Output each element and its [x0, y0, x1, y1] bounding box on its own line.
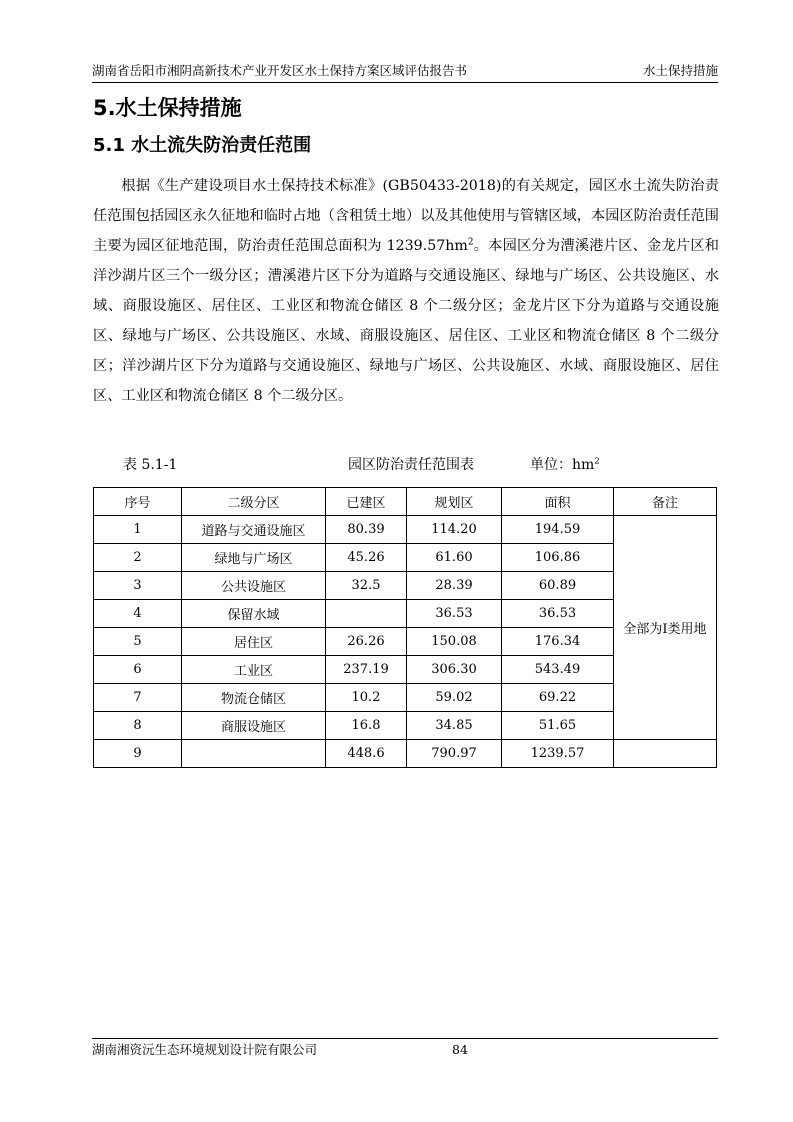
- cell-area: 51.65: [502, 712, 614, 740]
- cell-index: 6: [94, 656, 182, 684]
- paragraph-text-a: 根据《生产建设项目水土保持技术标准》(GB50433-2018)的有关规定，园区水土流失防治责任范围包括园区永久征地和临时占地（含租赁土地）以及其他使用与管辖区域，本园区防治责任范围主要为园区征地范围，防治责任范围总面积为 1239.57hm: [93, 178, 719, 254]
- cell-area: 60.89: [502, 572, 614, 600]
- cell-remarks: 全部为Ⅰ类用地: [614, 516, 717, 740]
- table-unit-superscript: 2: [594, 456, 600, 467]
- cell-area: 106.86: [502, 544, 614, 572]
- table-unit-text: 单位：hm: [530, 457, 595, 473]
- cell-planned: 59.02: [407, 684, 502, 712]
- cell-built: 10.2: [326, 684, 407, 712]
- cell-index: 4: [94, 600, 182, 628]
- cell-area: 36.53: [502, 600, 614, 628]
- page-header: [92, 60, 718, 83]
- paragraph-text-b: 。本园区分为漕溪港片区、金龙片区和洋沙湖片区三个一级分区；漕溪港片区下分为道路与交通设施区、绿地与广场区、公共设施区、水域、商服设施区、居住区、工业区和物流仓储区 8 个二级分区；金龙片区下分为道路与交通设施区、绿地与广场区、公共设施区、水域、商服设施区、居住区、工业区和物流仓储区 8 个二级分区；洋沙湖片区下分为道路与交通设施区、绿地与广场区、公共设施区、水域、商服设施区、居住区、工业区和物流仓储区 8 个二级分区。: [93, 238, 719, 404]
- cell-area: 176.34: [502, 628, 614, 656]
- chapter-title: 5.水土保持措施: [93, 96, 242, 120]
- cell-index: 8: [94, 712, 182, 740]
- cell-planned-total: 790.97: [407, 740, 502, 768]
- cell-subzone: 商服设施区: [182, 712, 326, 740]
- cell-subzone: 物流仓储区: [182, 684, 326, 712]
- col-header-built: 已建区: [326, 488, 407, 516]
- cell-subzone: 保留水域: [182, 600, 326, 628]
- table-caption: [93, 452, 719, 478]
- table-header-row: [94, 488, 717, 516]
- cell-planned: 28.39: [407, 572, 502, 600]
- cell-area: 69.22: [502, 684, 614, 712]
- cell-planned: 114.20: [407, 516, 502, 544]
- cell-planned: 61.60: [407, 544, 502, 572]
- header-section-title: 水土保持措施: [642, 63, 718, 78]
- cell-subzone: [182, 740, 326, 768]
- cell-built: 237.19: [326, 656, 407, 684]
- body-paragraph: [93, 171, 719, 411]
- col-header-planned: 规划区: [407, 488, 502, 516]
- table-title: 园区防治责任范围表: [348, 457, 474, 473]
- header-doc-title: 湖南省岳阳市湘阴高新技术产业开发区水土保持方案区域评估报告书: [92, 63, 468, 78]
- table-unit: [530, 452, 600, 478]
- cell-subzone: 绿地与广场区: [182, 544, 326, 572]
- section-heading: 5.1 水土流失防治责任范围: [93, 135, 312, 156]
- cell-built: 32.5: [326, 572, 407, 600]
- col-header-index: 序号: [94, 488, 182, 516]
- page-number: 84: [452, 1042, 468, 1057]
- cell-planned: 34.85: [407, 712, 502, 740]
- cell-planned: 36.53: [407, 600, 502, 628]
- cell-index: 3: [94, 572, 182, 600]
- cell-subzone: 工业区: [182, 656, 326, 684]
- cell-planned: 306.30: [407, 656, 502, 684]
- cell-built: [326, 600, 407, 628]
- table-total-row: [94, 740, 717, 768]
- cell-built: 80.39: [326, 516, 407, 544]
- page-footer: [92, 1038, 718, 1059]
- cell-built: 26.26: [326, 628, 407, 656]
- cell-planned: 150.08: [407, 628, 502, 656]
- cell-built: 45.26: [326, 544, 407, 572]
- cell-index: 7: [94, 684, 182, 712]
- cell-area: 194.59: [502, 516, 614, 544]
- cell-index: 5: [94, 628, 182, 656]
- footer-company: 湖南湘资沅生态环境规划设计院有限公司: [92, 1042, 318, 1057]
- table-row: [94, 516, 717, 544]
- responsibility-scope-table: [93, 487, 717, 768]
- col-header-subzone: 二级分区: [182, 488, 326, 516]
- col-header-remarks: 备注: [614, 488, 717, 516]
- cell-area-total: 1239.57: [502, 740, 614, 768]
- cell-subzone: 公共设施区: [182, 572, 326, 600]
- cell-index: 9: [94, 740, 182, 768]
- cell-index: 2: [94, 544, 182, 572]
- col-header-area: 面积: [502, 488, 614, 516]
- cell-built: 16.8: [326, 712, 407, 740]
- table-number: 表 5.1-1: [123, 457, 178, 473]
- cell-built-total: 448.6: [326, 740, 407, 768]
- cell-index: 1: [94, 516, 182, 544]
- cell-area: 543.49: [502, 656, 614, 684]
- paragraph-superscript: 2: [467, 237, 474, 248]
- cell-subzone: 道路与交通设施区: [182, 516, 326, 544]
- cell-subzone: 居住区: [182, 628, 326, 656]
- cell-remarks-empty: [614, 740, 717, 768]
